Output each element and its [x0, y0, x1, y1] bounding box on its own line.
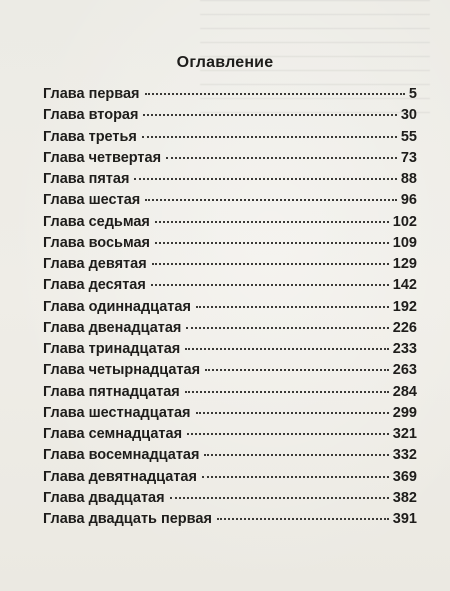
- dot-leader: [155, 242, 389, 244]
- toc-entry-label: Глава третья: [43, 128, 137, 145]
- dot-leader: [145, 199, 397, 201]
- toc-entry-page: 226: [392, 319, 417, 336]
- dot-leader: [152, 263, 389, 265]
- dot-leader: [170, 497, 389, 499]
- toc-entry-page: 102: [392, 213, 417, 230]
- toc-entry-page: 284: [392, 383, 417, 400]
- toc-entry: [43, 277, 417, 298]
- toc-entry: [43, 426, 417, 447]
- toc-entry-label: Глава пятая: [43, 171, 130, 187]
- dot-leader: [142, 136, 397, 138]
- toc-entry: [43, 256, 417, 277]
- toc-entry-page: 299: [392, 404, 417, 421]
- dot-leader: [204, 454, 388, 456]
- toc-entry: [43, 469, 417, 490]
- toc-entry: [43, 192, 417, 213]
- toc-entry-label: Глава первая: [43, 86, 140, 102]
- toc-title: Оглавление: [176, 54, 274, 71]
- toc-entry: [43, 107, 417, 128]
- dot-leader: [196, 412, 389, 414]
- toc-entry-label: Глава девятнадцатая: [43, 468, 197, 485]
- toc-entry: [43, 171, 417, 192]
- toc-entry-page: 142: [392, 277, 417, 294]
- dot-leader: [143, 114, 396, 116]
- dot-leader: [134, 178, 396, 180]
- toc-entry-page: 192: [392, 298, 417, 315]
- dot-leader: [151, 284, 389, 286]
- toc-entry-label: Глава шестнадцатая: [43, 404, 191, 421]
- toc-entry-label: Глава четвертая: [43, 149, 162, 166]
- toc-entry: [43, 299, 417, 320]
- toc-entry-page: 321: [392, 426, 417, 442]
- toc-entry: [43, 320, 417, 341]
- dot-leader: [145, 93, 405, 95]
- toc-entry-page: 55: [400, 128, 417, 145]
- toc-entry-page: 96: [400, 192, 417, 209]
- dot-leader: [185, 348, 389, 350]
- toc-entry-label: Глава шестая: [43, 192, 141, 209]
- dot-leader: [166, 157, 397, 159]
- toc-entry: [43, 384, 417, 405]
- toc-entry-page: 233: [392, 341, 417, 357]
- toc-entry-label: Глава одиннадцатая: [43, 298, 191, 315]
- toc-entry: [43, 150, 417, 171]
- toc-entry-page: 129: [392, 256, 417, 272]
- toc-entry-page: 88: [400, 171, 417, 187]
- toc-entry: [43, 362, 417, 383]
- toc-entry-label: Глава четырнадцатая: [43, 362, 201, 379]
- toc-entry-label: Глава пятнадцатая: [43, 383, 180, 400]
- toc-entry: [43, 341, 417, 362]
- dot-leader: [155, 221, 389, 223]
- toc-entry: [43, 235, 417, 256]
- toc-entry-page: 30: [400, 107, 417, 124]
- toc-entry: [43, 405, 417, 426]
- toc-entry-label: Глава тринадцатая: [43, 341, 181, 357]
- toc-entry: [43, 86, 417, 107]
- dot-leader: [205, 369, 389, 371]
- toc-entry-page: 332: [392, 447, 417, 464]
- toc-entry-page: 382: [392, 489, 417, 506]
- toc-entry-page: 73: [400, 149, 417, 166]
- table-of-contents: [43, 86, 417, 532]
- dot-leader: [202, 476, 389, 478]
- toc-entry-page: 369: [392, 468, 417, 485]
- dot-leader: [186, 327, 388, 329]
- toc-entry-page: 5: [408, 86, 417, 102]
- toc-entry-label: Глава седьмая: [43, 213, 150, 230]
- dot-leader: [217, 518, 389, 520]
- toc-entry-label: Глава восемнадцатая: [43, 447, 200, 464]
- dot-leader: [187, 433, 389, 435]
- toc-entry-label: Глава десятая: [43, 277, 146, 294]
- toc-entry: [43, 214, 417, 235]
- toc-entry-label: Глава двенадцатая: [43, 319, 182, 336]
- toc-entry-page: 391: [392, 511, 417, 527]
- toc-entry: [43, 447, 417, 468]
- toc-entry-label: Глава двадцатая: [43, 489, 165, 506]
- toc-entry-page: 263: [392, 362, 417, 379]
- dot-leader: [196, 306, 389, 308]
- toc-entry-label: Глава двадцать первая: [43, 511, 212, 527]
- toc-entry-label: Глава вторая: [43, 107, 139, 124]
- toc-entry: [43, 511, 417, 532]
- toc-entry: [43, 490, 417, 511]
- toc-entry: [43, 129, 417, 150]
- toc-entry-page: 109: [392, 234, 417, 251]
- toc-entry-label: Глава восьмая: [43, 234, 151, 251]
- dot-leader: [185, 391, 389, 393]
- toc-entry-label: Глава девятая: [43, 256, 147, 272]
- toc-entry-label: Глава семнадцатая: [43, 426, 183, 442]
